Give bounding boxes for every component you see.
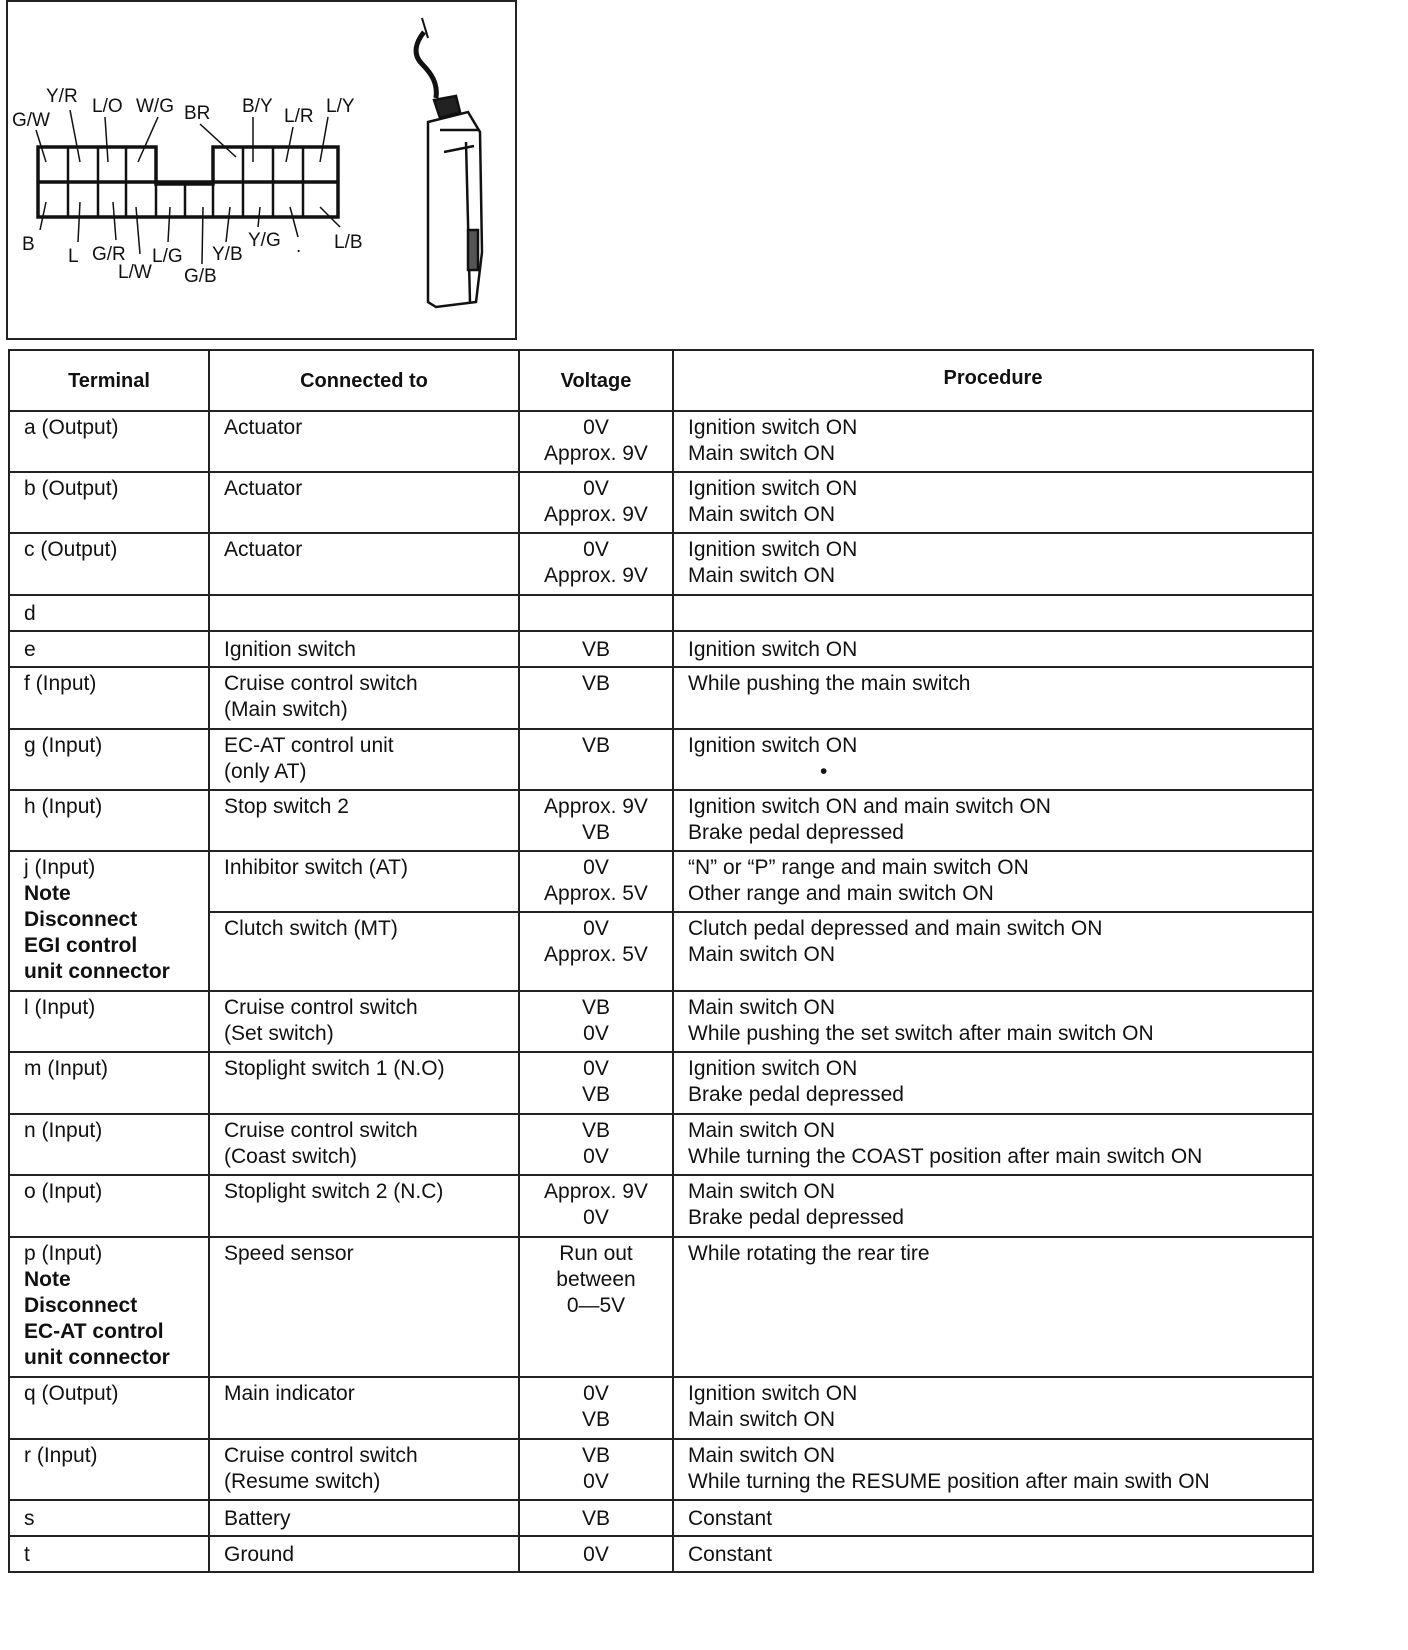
table-row — [9, 411, 1313, 472]
voltage-cell: VB — [519, 729, 673, 790]
connected-cell: Stoplight switch 1 (N.O) — [209, 1052, 519, 1114]
terminal-cell: e — [9, 631, 209, 667]
terminal-cell: f (Input) — [9, 667, 209, 729]
terminal-cell: t — [9, 1536, 209, 1572]
connected-cell — [209, 595, 519, 631]
terminal-cell: j (Input) Note Disconnect EGI control unit connector — [9, 851, 209, 991]
wire-label-bottom-3: G/R — [92, 244, 126, 265]
procedure-cell: While pushing the main switch — [673, 667, 1313, 729]
wire-label-bottom-9: . — [296, 236, 302, 257]
voltage-cell: 0V VB — [519, 1377, 673, 1439]
terminal-cell: d — [9, 595, 209, 631]
connected-cell: Ignition switch — [209, 631, 519, 667]
terminal-cell: r (Input) — [9, 1439, 209, 1500]
wire-label-bottom-4: L/W — [118, 262, 152, 283]
connector-drawing — [8, 2, 519, 342]
procedure-cell: Ignition switch ON Main switch ON — [673, 472, 1313, 533]
connected-cell: Cruise control switch (Set switch) — [209, 991, 519, 1052]
wire-label-bottom-6: G/B — [184, 266, 217, 287]
voltage-cell: 0V Approx. 9V — [519, 472, 673, 533]
voltage-cell: VB 0V — [519, 1439, 673, 1500]
table-row — [9, 729, 1313, 790]
connected-cell: Main indicator — [209, 1377, 519, 1439]
table-row — [9, 595, 1313, 631]
connected-cell: Actuator — [209, 472, 519, 533]
header-procedure: Procedure — [673, 350, 1313, 411]
terminal-cell: o (Input) — [9, 1175, 209, 1237]
terminal-cell: b (Output) — [9, 472, 209, 533]
terminal-cell: l (Input) — [9, 991, 209, 1052]
connected-cell: Ground — [209, 1536, 519, 1572]
wire-label-top-4: W/G — [136, 96, 174, 117]
header-terminal: Terminal — [9, 350, 209, 411]
wire-label-top-8: L/Y — [326, 96, 355, 117]
terminal-cell: h (Input) — [9, 790, 209, 851]
wire-label-top-2: Y/R — [46, 86, 78, 107]
voltage-cell: 0V Approx. 9V — [519, 411, 673, 472]
table-row — [9, 1500, 1313, 1536]
procedure-cell: Ignition switch ON Main switch ON — [673, 411, 1313, 472]
wire-label-top-3: L/O — [92, 96, 123, 117]
table-row — [9, 1439, 1313, 1500]
table-row — [9, 790, 1313, 851]
table-row — [9, 1536, 1313, 1572]
table-row — [9, 1052, 1313, 1114]
connected-cell: Actuator — [209, 411, 519, 472]
connected-cell: Stoplight switch 2 (N.C) — [209, 1175, 519, 1237]
procedure-cell: “N” or “P” range and main switch ON Other range and main switch ON — [673, 851, 1313, 912]
voltage-cell: VB — [519, 667, 673, 729]
terminal-cell: g (Input) — [9, 729, 209, 790]
procedure-cell: Constant — [673, 1500, 1313, 1536]
connected-cell: Actuator — [209, 533, 519, 595]
stray-dot: • — [820, 760, 828, 783]
terminal-cell: c (Output) — [9, 533, 209, 595]
terminal-table — [8, 349, 1314, 1573]
voltage-cell: 0V Approx. 5V — [519, 912, 673, 991]
terminal-cell: q (Output) — [9, 1377, 209, 1439]
connected-cell: Cruise control switch (Resume switch) — [209, 1439, 519, 1500]
procedure-cell: Main switch ON While turning the RESUME position after main swith ON — [673, 1439, 1313, 1500]
procedure-cell: Constant — [673, 1536, 1313, 1572]
table-row — [9, 1377, 1313, 1439]
table-row — [9, 472, 1313, 533]
connected-cell: Inhibitor switch (AT) — [209, 851, 519, 912]
procedure-cell — [673, 595, 1313, 631]
procedure-cell: Ignition switch ON Main switch ON — [673, 533, 1313, 595]
procedure-cell: Main switch ON While turning the COAST position after main switch ON — [673, 1114, 1313, 1175]
voltage-cell: VB 0V — [519, 991, 673, 1052]
procedure-cell: Ignition switch ON Main switch ON — [673, 1377, 1313, 1439]
table-row — [9, 1237, 1313, 1377]
procedure-cell: Ignition switch ON and main switch ON Brake pedal depressed — [673, 790, 1313, 851]
table-header-row — [9, 350, 1313, 411]
connected-cell: EC-AT control unit (only AT) — [209, 729, 519, 790]
table-row — [9, 991, 1313, 1052]
connected-cell: Clutch switch (MT) — [209, 912, 519, 991]
wire-label-top-6: B/Y — [242, 96, 273, 117]
note-label: Note — [24, 1268, 71, 1291]
table-row — [9, 851, 1313, 912]
terminal-cell: m (Input) — [9, 1052, 209, 1114]
voltage-cell: Run out between 0—5V — [519, 1237, 673, 1377]
connected-cell: Battery — [209, 1500, 519, 1536]
note-label: Note — [24, 882, 71, 905]
procedure-cell: Ignition switch ON Brake pedal depressed — [673, 1052, 1313, 1114]
terminal-cell: p (Input) Note Disconnect EC-AT control unit connector — [9, 1237, 209, 1377]
connected-cell: Speed sensor — [209, 1237, 519, 1377]
procedure-cell: While rotating the rear tire — [673, 1237, 1313, 1377]
terminal-cell: n (Input) — [9, 1114, 209, 1175]
voltage-cell: VB 0V — [519, 1114, 673, 1175]
wire-label-bottom-7: Y/B — [212, 244, 243, 265]
voltage-cell: 0V Approx. 9V — [519, 533, 673, 595]
table-row — [9, 1114, 1313, 1175]
table-row — [9, 1175, 1313, 1237]
header-connected-to: Connected to — [209, 350, 519, 411]
wire-label-bottom-1: B — [22, 234, 35, 255]
terminal-cell: a (Output) — [9, 411, 209, 472]
terminal-cell: s — [9, 1500, 209, 1536]
voltage-cell: 0V — [519, 1536, 673, 1572]
table-row — [9, 533, 1313, 595]
voltage-cell: VB — [519, 631, 673, 667]
voltage-cell — [519, 595, 673, 631]
voltage-cell: 0V VB — [519, 1052, 673, 1114]
procedure-cell: Clutch pedal depressed and main switch ON Main switch ON — [673, 912, 1313, 991]
header-voltage: Voltage — [519, 350, 673, 411]
table-row — [9, 631, 1313, 667]
wire-label-bottom-8: Y/G — [248, 230, 281, 251]
table-row — [9, 667, 1313, 729]
connected-cell: Cruise control switch (Coast switch) — [209, 1114, 519, 1175]
wire-label-bottom-5: L/G — [152, 246, 183, 267]
connector-side-view — [416, 18, 482, 307]
procedure-cell: Main switch ON Brake pedal depressed — [673, 1175, 1313, 1237]
voltage-cell: Approx. 9V VB — [519, 790, 673, 851]
wire-label-top-5: BR — [184, 103, 211, 124]
connected-cell: Stop switch 2 — [209, 790, 519, 851]
wire-label-bottom-10: L/B — [334, 232, 363, 253]
connector-diagram — [6, 0, 517, 340]
voltage-cell: VB — [519, 1500, 673, 1536]
wire-label-top-1: G/W — [12, 110, 50, 131]
voltage-cell: 0V Approx. 5V — [519, 851, 673, 912]
connected-cell: Cruise control switch (Main switch) — [209, 667, 519, 729]
wire-label-bottom-2: L — [68, 246, 79, 267]
procedure-cell: Main switch ON While pushing the set switch after main switch ON — [673, 991, 1313, 1052]
wire-label-top-7: L/R — [284, 106, 314, 127]
voltage-cell: Approx. 9V 0V — [519, 1175, 673, 1237]
procedure-cell: Ignition switch ON • — [673, 729, 1313, 790]
procedure-cell: Ignition switch ON — [673, 631, 1313, 667]
